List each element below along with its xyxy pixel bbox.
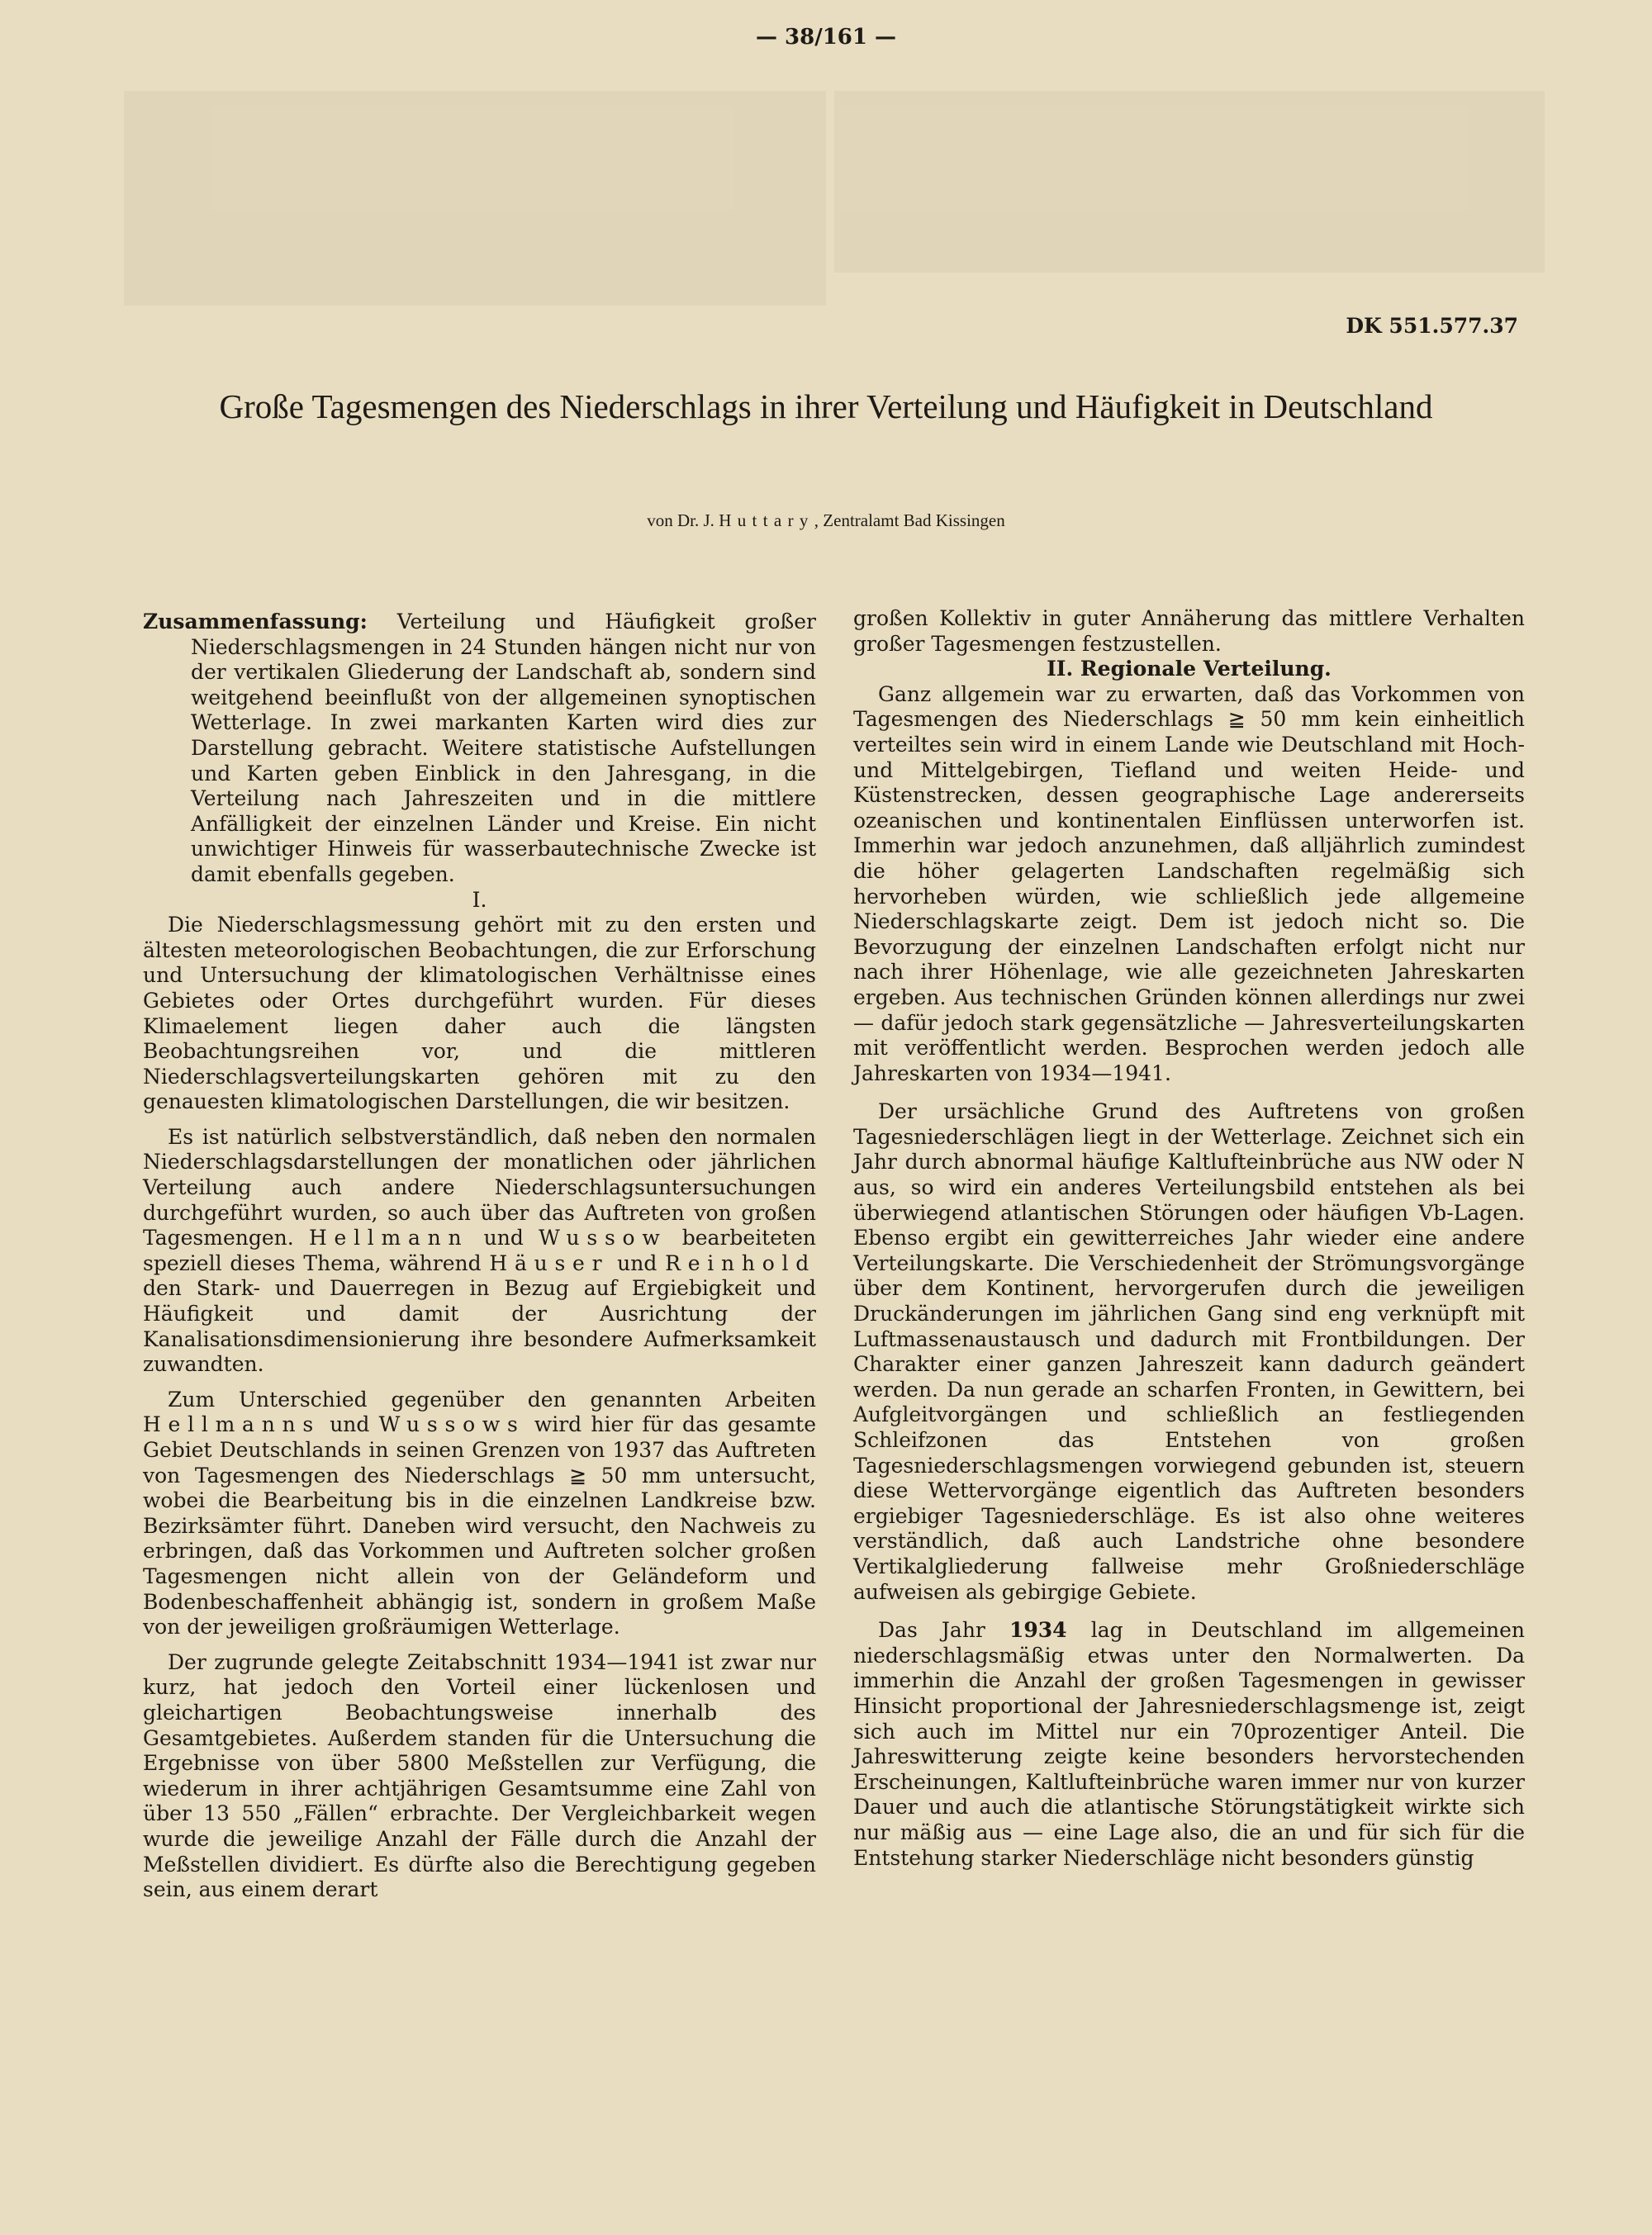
right-column <box>853 606 1525 1871</box>
left-column <box>143 610 816 1903</box>
bleed-through-left <box>124 91 826 306</box>
article-title: Große Tagesmengen des Niederschlags in ihrer Verteilung und Häufigkeit in Deutschland <box>219 387 1433 425</box>
summary <box>143 610 816 888</box>
author-ref-wussows: Wussows <box>378 1412 525 1437</box>
paragraph-previous-work: Es ist natürlich selbstverständlich, daß neben den normalen Niederschlagsdarstellungen der monatlichen oder jährlichen Verteilung auch andere Niederschlagsuntersuchungen durchgeführt wurden, so auch über das Auftreten von großen Tagesmengen. Hellmann und Wussow bearbeiteten speziell dieses Thema, während Häuser und Reinhold den Stark- und Dauerregen in Bezug auf Ergiebigkeit und Häufigkeit und damit der Ausrichtung der Kanalisationsdimensionierung ihre besondere Aufmerksamkeit zuwandten. <box>143 1124 816 1377</box>
author-affiliation: , Zentralamt Bad Kissingen <box>814 510 1005 530</box>
summary-label: Zusammenfassung: <box>143 610 368 633</box>
author-ref-hellmann: Hellmann <box>308 1226 469 1250</box>
paragraph-regional-expectation: Ganz allgemein war zu erwarten, daß das Vorkommen von Tagesmengen des Niederschlags ≧ 50 mm kein einheitlich verteiltes sein wird in einem Lande wie Deutschland mit Hoch- und Mittelgebirgen, Tiefland und weiten Heide- und Küstenstrecken, dessen geographische Lage andererseits ozeanischen und kontinentalen Einflüssen unterworfen ist. Immerhin war jedoch anzunehmen, daß alljährlich zumindest die höher gelagerten Landschaften regelmäßig sich hervorheben würden, wie schließlich jede allgemeine Niederschlagskarte zeigt. Dem ist jedoch nicht so. Die Bevorzugung der einzelnen Landschaften erfolgt nicht nur nach ihrer Höhenlage, wie alle gezeichneten Jahreskarten ergeben. Aus technischen Gründen können allerdings nur zwei — dafür jedoch stark gegensätzliche — Jahresverteilungskarten mit veröffentlicht werden. Besprochen werden jedoch alle Jahreskarten von 1934—1941. <box>853 681 1525 1085</box>
year-1934: 1934 <box>1009 1618 1067 1643</box>
paragraph-continuation: großen Kollektiv in guter Annäherung das mittlere Verhalten großer Tagesmengen festzustellen. <box>853 606 1525 656</box>
paragraph-period: Der zugrunde gelegte Zeitabschnitt 1934—1941 ist zwar nur kurz, hat jedoch den Vorteil einer lückenlosen und gleichartigen Beobachtungsweise innerhalb des Gesamtgebietes. Außerdem standen für die Untersuchung die Ergebnisse von über 5800 Meßstellen zur Verfügung, die wiederum in ihrer achtjährigen Gesamtsumme eine Zahl von über 13 550 „Fällen“ erbrachte. Der Vergleichbarkeit wegen wurde die jeweilige Anzahl der Fälle durch die Anzahl der Meßstellen dividiert. Es dürfte also die Berechtigung gegeben sein, aus einem derart <box>143 1649 816 1902</box>
classification-code: DK 551.577.37 <box>1346 314 1518 338</box>
summary-text: Verteilung und Häufigkeit großer Niederschlagsmengen in 24 Stunden hängen nicht nur von der vertikalen Gliederung der Landschaft ab, sondern sind weitgehend beeinflußt von der allgemeinen synoptischen Wetterlage. In zwei markanten Karten wird dies zur Darstellung gebracht. Weitere statistische Aufstellungen und Karten geben Einblick in den Jahresgang, in die Verteilung nach Jahreszeiten und in die mittlere Anfälligkeit der einzelnen Länder und Kreise. Ein nicht unwichtiger Hinweis für wasserbautechnische Zwecke ist damit ebenfalls gegeben. <box>191 610 816 886</box>
author-line <box>0 510 1652 531</box>
section-heading-2: II. Regionale Verteilung. <box>1047 657 1332 681</box>
author-prefix: von Dr. J. <box>647 510 719 530</box>
paragraph-weather-cause: Der ursächliche Grund des Auftretens von großen Tagesniederschlägen liegt in der Wetterlage. Zeichnet sich ein Jahr durch abnormal häufige Kaltlufteinbrüche aus NW oder N aus, so wird ein anderes Verteilungsbild entstehen als bei überwiegend atlantischen Störungen oder häufigen Vb-Lagen. Ebenso ergibt ein gewitterreiches Jahr wieder eine andere Verteilungskarte. Die Verschiedenheit der Strömungsvorgänge über dem Kontinent, hervorgerufen durch die jeweiligen Druckänderungen im jährlichen Gang sind eng verknüpft mit Luftmassenaustausch und dadurch mit Frontbildungen. Der Charakter einer ganzen Jahreszeit kann dadurch geändert werden. Da nun gerade an scharfen Fronten, in Gewittern, bei Aufgleitvorgängen und schließlich an festliegenden Schleifzonen das Entstehen von großen Tagesniederschlagsmengen vorwiegend gebunden ist, steuern diese Wettervorgänge eigentlich das Auftreten besonders ergiebiger Tagesniederschläge. Es ist also ohne weiteres verständlich, daß auch Landstriche ohne besondere Vertikalgliederung fallweise mehr Großniederschläge aufweisen als gebirgige Gebiete. <box>853 1099 1525 1604</box>
author-ref-wussow: Wussow <box>539 1226 667 1250</box>
page-number: — 38/161 — <box>755 25 897 50</box>
section-heading-1: I. <box>472 887 487 912</box>
paragraph-year-1934: Das Jahr 1934 lag in Deutschland im allgemeinen niederschlagsmäßig etwas unter den Normalwerten. Da immerhin die Anzahl der großen Tagesmengen in gewisser Hinsicht proportional der Jahresniederschlagsmenge ist, zeigt sich auch im Mittel nur ein 70prozentiger Anteil. Die Jahreswitterung zeigte keine besonders hervorstechenden Erscheinungen, Kaltlufteinbrüche waren immer nur von kurzer Dauer und auch die atlantische Störungstätigkeit wirkte sich nur mäßig aus — eine Lage also, die an und für sich für die Entstehung starker Niederschläge nicht besonders günstig <box>853 1618 1525 1870</box>
paragraph-scope: Zum Unterschied gegenüber den genannten Arbeiten Hellmanns und Wussows wird hier für das gesamte Gebiet Deutschlands in seinen Grenzen von 1937 das Auftreten von Tagesmengen des Niederschlags ≧ 50 mm untersucht, wobei die Bearbeitung bis in die einzelnen Landkreise bzw. Bezirksämter führt. Daneben wird versucht, den Nachweis zu erbringen, daß das Vorkommen und Auftreten solcher großen Tagesmengen nicht allein von der Geländeform und Bodenbeschaffenheit abhängig ist, sondern in großem Maße von der jeweiligen großräumigen Wetterlage. <box>143 1387 816 1639</box>
paragraph-intro: Die Niederschlagsmessung gehört mit zu den ersten und ältesten meteorologischen Beobachtungen, die zur Erforschung und Untersuchung der klimatologischen Verhältnisse eines Gebietes oder Ortes durchgeführt wurden. Für dieses Klimaelement liegen daher auch die längsten Beobachtungsreihen vor, und die mittleren Niederschlagsverteilungskarten gehören mit zu den genauesten klimatologischen Darstellungen, die wir besitzen. <box>143 913 816 1114</box>
bleed-through-right <box>834 91 1545 273</box>
author-ref-haeuser: Häuser <box>489 1250 610 1275</box>
author-ref-hellmanns: Hellmanns <box>143 1412 320 1437</box>
author-name: Huttary <box>719 510 814 530</box>
author-ref-reinhold: Reinhold <box>665 1250 816 1275</box>
